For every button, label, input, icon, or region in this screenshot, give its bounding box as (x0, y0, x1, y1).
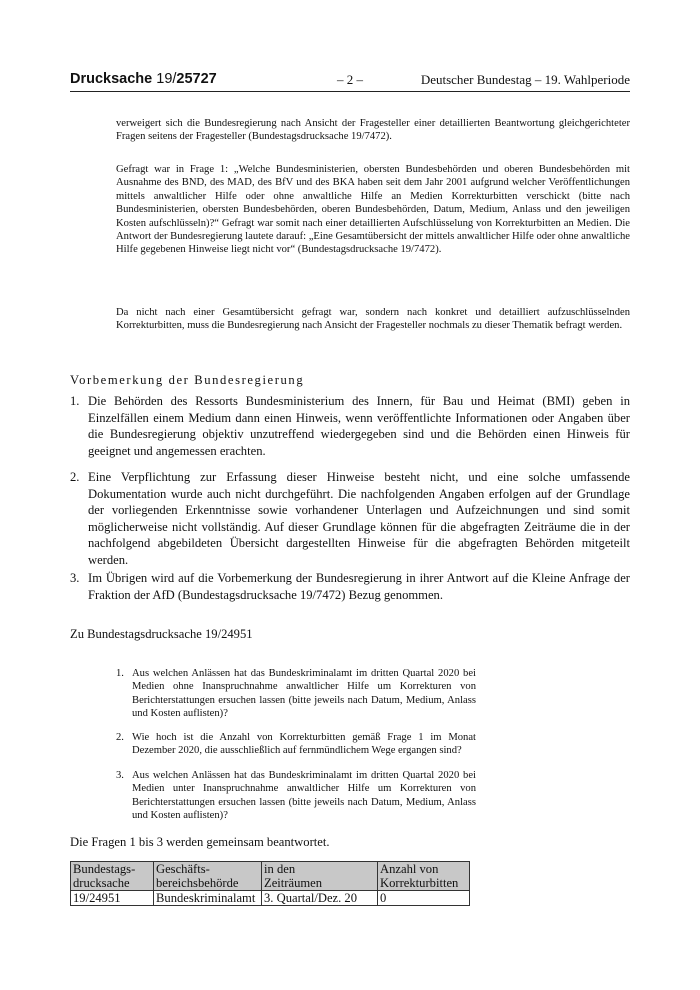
question-number: 1. (116, 668, 124, 679)
column-header: Bundestags- drucksache (71, 862, 154, 891)
remark-text: Eine Verpflichtung zur Erfassung dieser Hinweise besteht nicht, und eine solche umfassende Dokumentation wurde auch nicht durchgeführt. Die nachfolgenden Angaben erfolgen auf der Grundlage der vorliegenden Erkenntnisse sowie vorhandener Unterlagen und Aufzeichnungen und sind somit möglicherweise nicht vollständig. Auf dieser Grundlage können für die abgefragten Zeiträume die in der nachfolgend abgebildeten Übersicht dargestellten Hinweise für die abgefragten Behörden mitgeteilt werden. (88, 470, 630, 567)
intro-paragraph-1: verweigert sich die Bundesregierung nach Ansicht der Fragesteller einer detaillierten Beantwortung gleichgerichteter Fragen seitens der Fragesteller (Bundestagsdrucksache 19/7472). (116, 118, 630, 143)
page-number: – 2 – (337, 72, 363, 87)
parliament-label: Deutscher Bundestag – 19. Wahlperiode (420, 72, 630, 87)
document-number: Drucksache 19/25727 (70, 71, 217, 87)
question-item (116, 667, 476, 721)
remark-item (70, 469, 630, 569)
table-cell: Bundeskriminalamt (154, 891, 262, 906)
remark-text: Im Übrigen wird auf die Vorbemerkung der Bundesregierung in ihrer Antwort auf die Kleine Anfrage der Fraktion der AfD (Bundestagsdrucksache 19/7472) Bezug genommen. (88, 571, 630, 602)
table-header-row (71, 862, 470, 891)
remark-number: 3. (70, 571, 80, 585)
question-text: Wie hoch ist die Anzahl von Korrekturbitten gemäß Frage 1 im Monat Dezember 2020, die ausschließlich auf fernmündlichem Wege ergangen sind? (132, 732, 476, 757)
remark-item (70, 393, 630, 459)
reference-heading: Zu Bundestagsdrucksache 19/24951 (70, 627, 253, 641)
intro-paragraph-2: Gefragt war in Frage 1: „Welche Bundesministerien, obersten Bundesbehörden und oberen Bundesbehörden mit Ausnahme des BND, des MAD, des BfV und des BKA haben seit dem Jahr 2001 aufgrund welcher Veröffentlichungen mittels anwaltlicher Hilfe oder ohne anwaltliche Hilfe an Medien Korrekturbitten verschickt (bitte nach Bundesministerien, obersten Bundesbehörden, oberen Bundesbehörden, Datum, Medium, Anlass und den jeweiligen Kosten aufschlüsseln)?“ Gefragt war somit nach einer detaillierten Aufschlüsselung von Korrekturbitten an Medien. Die Antwort der Bundesregierung lautete darauf: „Eine Gesamtübersicht der mittels anwaltlicher Hilfe oder ohne anwaltliche Hilfe gegebenen Hinweise liegt nicht vor“ (Bundestagsdrucksache 19/7472). (116, 164, 630, 256)
remark-number: 2. (70, 470, 80, 484)
question-item (116, 731, 476, 758)
remark-text: Die Behörden des Ressorts Bundesministerium des Innern, für Bau und Heimat (BMI) geben in Einzelfällen einem Medium dann einen Hinweis, wenn veröffentlichte Informationen oder Angaben über die Bundesregierung objektiv unzutreffend wiedergegeben sind und die Behörden einen Hinweis für geeignet und angemessen erachten. (88, 394, 630, 458)
table-cell: 19/24951 (71, 891, 154, 906)
question-text: Aus welchen Anlässen hat das Bundeskriminalamt im dritten Quartal 2020 bei Medien ohne Inanspruchnahme anwaltlicher Hilfe um Korrekturen von Berichterstattungen ersuchen lassen (bitte jeweils nach Datum, Medium, Anlass und Kosten auflisten)? (132, 668, 476, 720)
section-title: Vorbemerkung der Bundesregierung (70, 373, 305, 387)
remark-number: 1. (70, 394, 80, 408)
column-header: Geschäfts- bereichsbehörde (154, 862, 262, 891)
corrections-table (70, 861, 470, 906)
remark-item (70, 570, 630, 603)
intro-paragraph-3: Da nicht nach einer Gesamtübersicht gefragt war, sondern nach konkret und detailliert aufzuschlüsselnden Korrekturbitten, muss die Bundesregierung nach Ansicht der Fragesteller nochmals zu dieser Thematik befragt werden. (116, 307, 630, 332)
table-cell: 3. Quartal/Dez. 20 (262, 891, 378, 906)
question-text: Aus welchen Anlässen hat das Bundeskriminalamt im dritten Quartal 2020 bei Medien unter Inanspruchnahme anwaltlicher Hilfe um Korrekturen von Berichterstattungen ersuchen lassen (bitte jeweils nach Datum, Medium, Anlass und Kosten auflisten)? (132, 770, 476, 822)
table-cell: 0 (378, 891, 470, 906)
table-row (71, 891, 470, 906)
column-header: Anzahl von Korrekturbitten (378, 862, 470, 891)
answer-intro: Die Fragen 1 bis 3 werden gemeinsam beantwortet. (70, 835, 330, 849)
question-number: 3. (116, 770, 124, 781)
page-header (70, 70, 630, 92)
column-header: in den Zeiträumen (262, 862, 378, 891)
question-item (116, 769, 476, 823)
question-number: 2. (116, 732, 124, 743)
